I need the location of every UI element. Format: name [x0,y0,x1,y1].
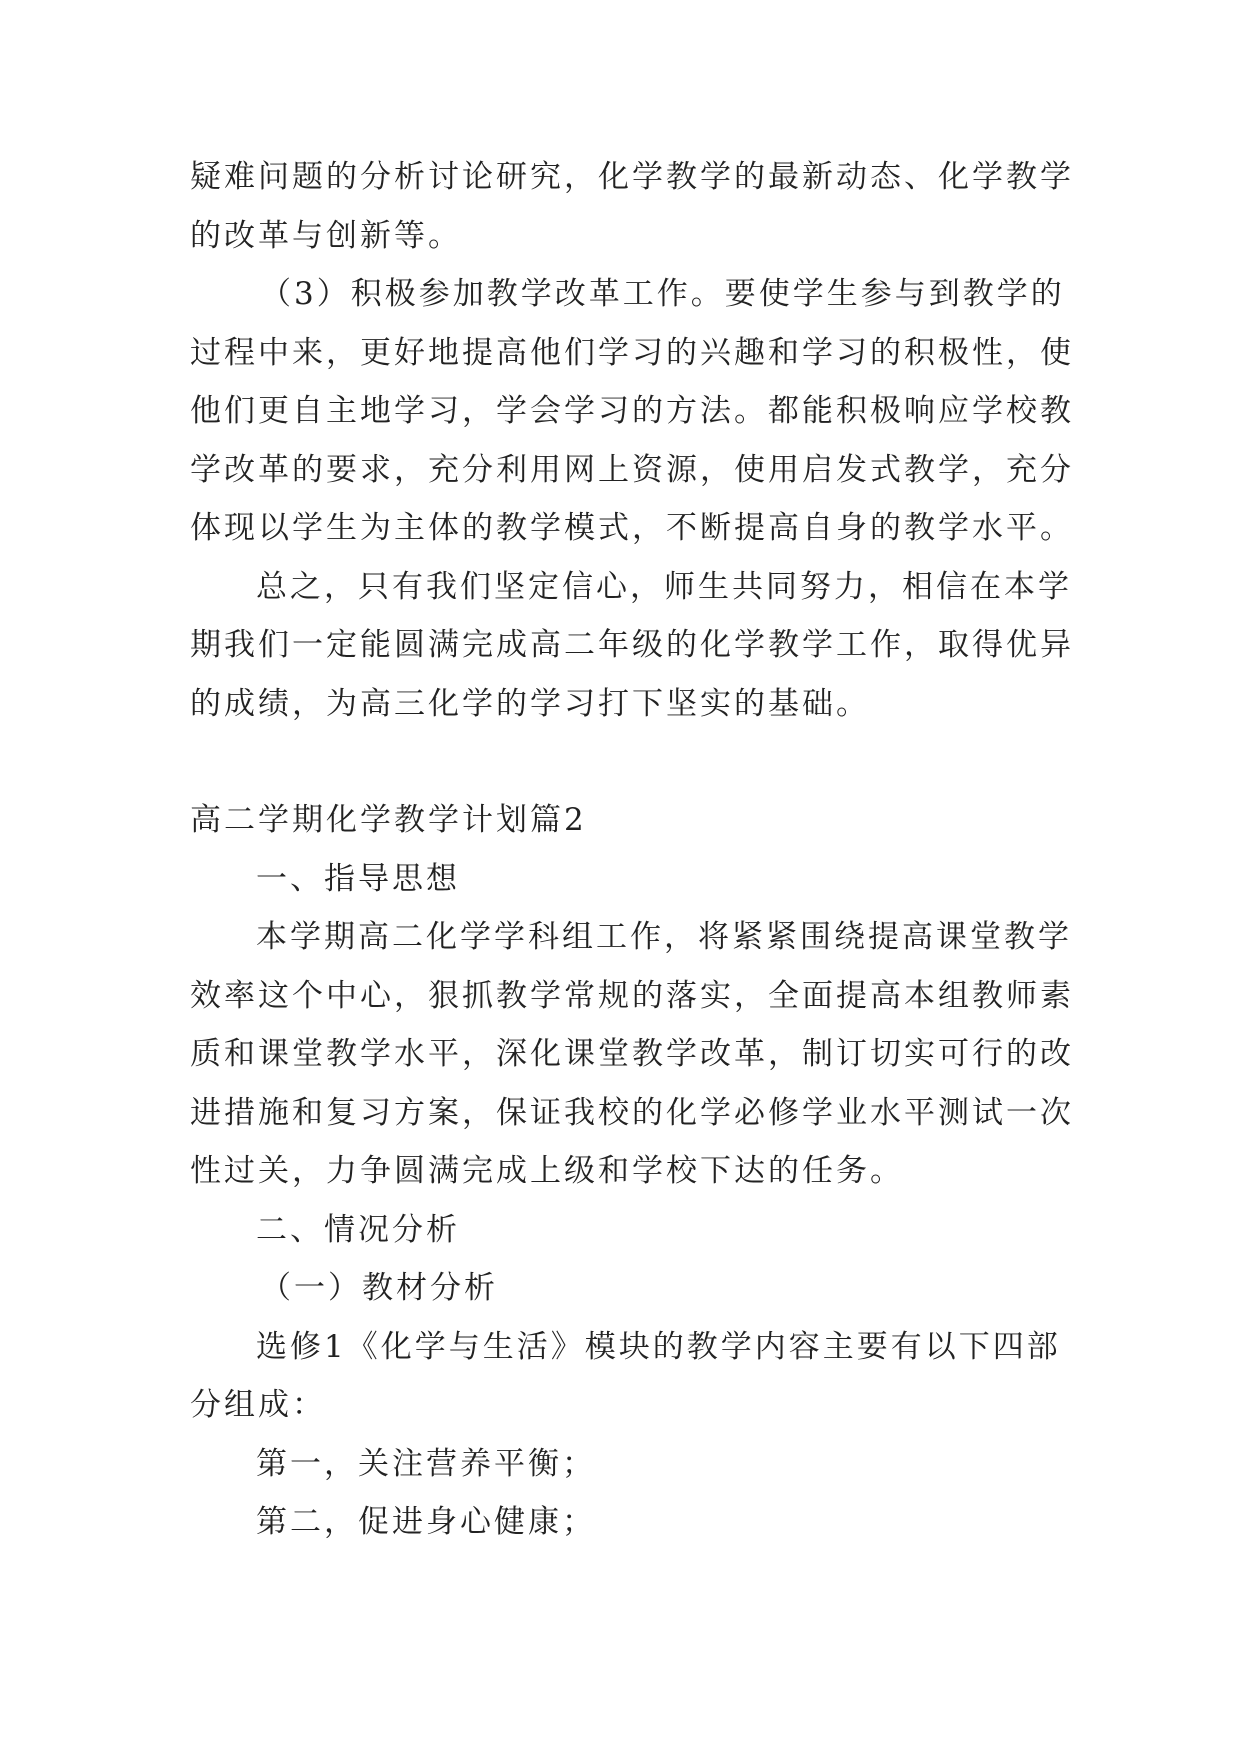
list-item: 第二，促进身心健康； [256,1504,596,1540]
text-line: 进措施和复习方案，保证我校的化学必修学业水平测试一次 [190,1094,1074,1131]
text-line: 期我们一定能圆满完成高二年级的化学教学工作，取得优异 [190,627,1074,663]
section-gap [190,733,1070,791]
text-line: 选修1《化学与生活》模块的教学内容主要有以下四部 [256,1328,1061,1365]
text-line: 的改革与创新等。 [190,217,462,254]
text-line: 质和课堂教学水平，深化课堂教学改革，制订切实可行的改 [190,1036,1074,1072]
text-line: 总之，只有我们坚定信心，师生共同努力，相信在本学 [256,568,1072,605]
document-body [190,148,1074,1552]
text-line: 他们更自主地学习，学会学习的方法。都能积极响应学校教 [190,393,1074,429]
text-line: 的成绩，为高三化学的学习打下坚实的基础。 [190,685,870,722]
subsection-heading: 一、指导思想 [256,860,460,897]
list-item: 第一，关注营养平衡； [256,1445,596,1482]
text-line: 疑难问题的分析讨论研究，化学教学的最新动态、化学教学 [190,159,1074,195]
text-line: 学改革的要求，充分利用网上资源，使用启发式教学，充分 [190,451,1074,488]
text-line: （3）积极参加教学改革工作。要使学生参与到教学的 [260,276,1065,312]
text-line: 性过关，力争圆满完成上级和学校下达的任务。 [190,1153,904,1189]
text-line: 体现以学生为主体的教学模式，不断提高自身的教学水平。 [190,510,1074,546]
text-line: 过程中来，更好地提高他们学习的兴趣和学习的积极性，使 [190,334,1074,371]
section-title: 高二学期化学教学计划篇2 [190,802,587,838]
text-line: 分组成： [190,1387,326,1423]
subsection-heading: 二、情况分析 [256,1211,460,1248]
text-line: 本学期高二化学学科组工作，将紧紧围绕提高课堂教学 [256,919,1072,955]
subsection-heading: （一）教材分析 [260,1270,498,1306]
text-line: 效率这个中心，狠抓教学常规的落实，全面提高本组教师素 [190,977,1074,1014]
